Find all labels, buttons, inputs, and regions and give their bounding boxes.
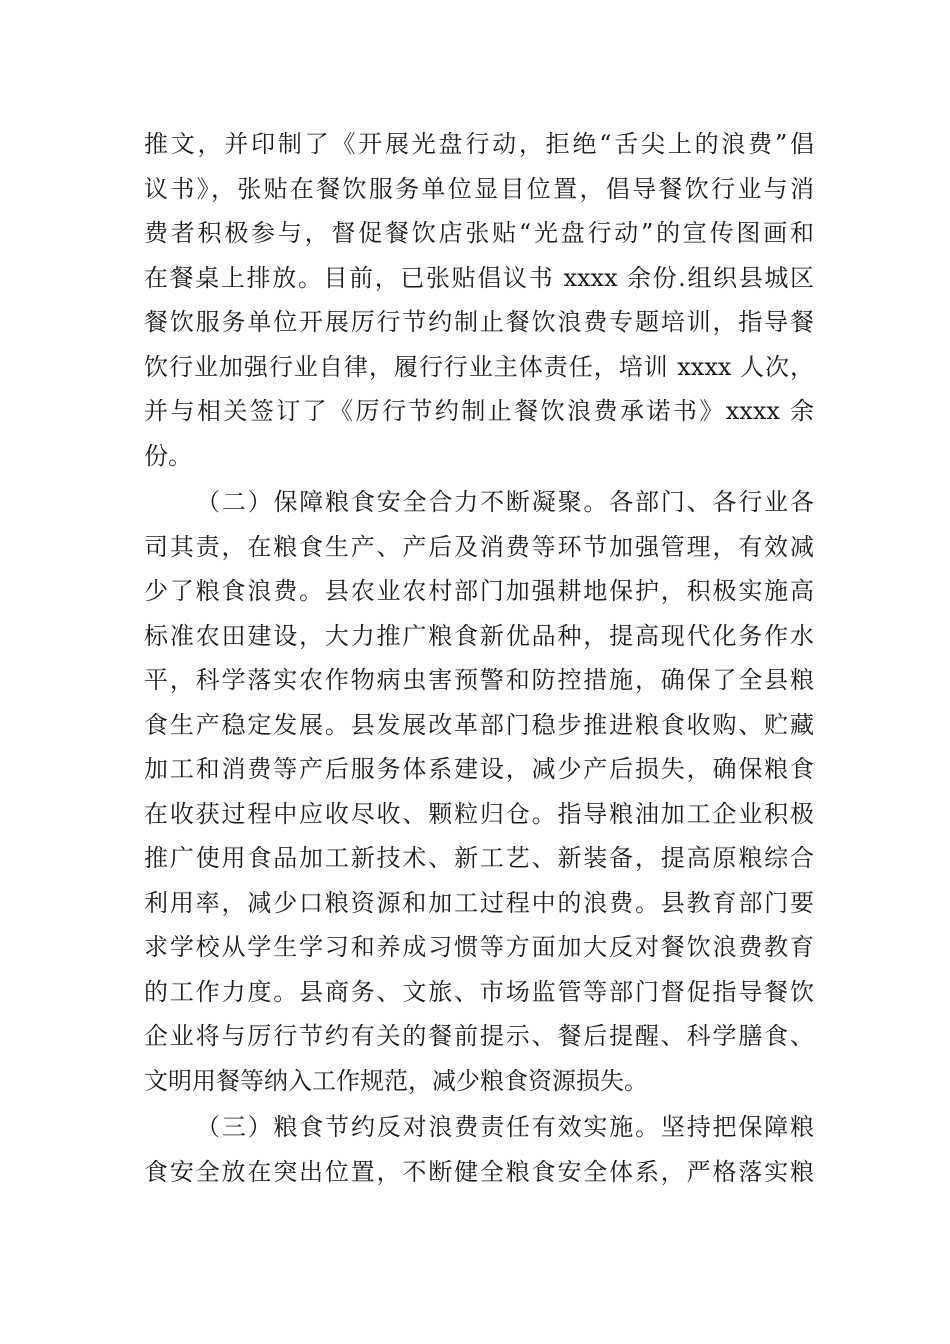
text-line: 平，科学落实农作物病虫害预警和防控措施，确保了全县粮: [144, 666, 814, 694]
text-line: 费者积极参与，督促餐饮店张贴“光盘行动”的宣传图画和: [144, 219, 814, 247]
text-line: 推广使用食品加工新技术、新工艺、新装备，提高原粮综合: [144, 844, 814, 872]
text-line: 司其责，在粮食生产、产后及消费等环节加强管理，有效减: [144, 532, 814, 561]
text-line: 并与相关签订了《厉行节约制止餐饮浪费承诺书》xxxx 余: [144, 397, 814, 425]
text-line: 份。: [144, 441, 192, 470]
document-body: [144, 122, 814, 1194]
text-line: 利用率，减少口粮资源和加工过程中的浪费。县教育部门要: [144, 888, 814, 917]
text-line: 文明用餐等纳入工作规范，减少粮食资源损失。: [144, 1066, 648, 1095]
text-line: 标准农田建设，大力推广粮食新优品种，提高现代化务作水: [144, 621, 814, 650]
paragraph-promotion-continued: [144, 122, 814, 478]
text-line: 在收获过程中应收尽收、颗粒归仓。指导粮油加工企业积极: [144, 799, 814, 828]
paragraph-heading-line: （二）保障粮食安全合力不断凝聚。各部门、各行业各: [196, 488, 814, 516]
paragraph-grain-security: [144, 480, 814, 1103]
text-line: 企业将与厉行节约有关的餐前提示、餐后提醒、科学膳食、: [144, 1022, 814, 1050]
text-line: 少了粮食浪费。县农业农村部门加强耕地保护，积极实施高: [144, 577, 814, 605]
text-line: 推文，并印制了《开展光盘行动，拒绝“舌尖上的浪费”倡: [144, 130, 814, 158]
text-line: 在餐桌上排放。目前，已张贴倡议书 xxxx 余份.组织县城区: [144, 263, 814, 292]
text-line: 餐饮服务单位开展厉行节约制止餐饮浪费专题培训，指导餐: [144, 308, 814, 336]
text-line: 食安全放在突出位置，不断健全粮食安全体系，严格落实粮: [144, 1157, 814, 1186]
text-line: 议书》，张贴在餐饮服务单位显目位置，倡导餐饮行业与消: [144, 174, 814, 203]
paragraph-heading-line: （三）粮食节约反对浪费责任有效实施。坚持把保障粮: [196, 1113, 814, 1141]
text-line: 食生产稳定发展。县发展改革部门稳步推进粮食收购、贮藏: [144, 710, 814, 739]
text-line: 的工作力度。县商务、文旅、市场监管等部门督促指导餐饮: [144, 977, 814, 1006]
text-line: 加工和消费等产后服务体系建设，减少产后损失，确保粮食: [144, 755, 814, 783]
text-line: 求学校从学生学习和养成习惯等方面加大反对餐饮浪费教育: [144, 933, 814, 961]
paragraph-responsibility: [144, 1105, 814, 1194]
text-line: 饮行业加强行业自律，履行行业主体责任，培训 xxxx 人次，: [144, 352, 814, 381]
